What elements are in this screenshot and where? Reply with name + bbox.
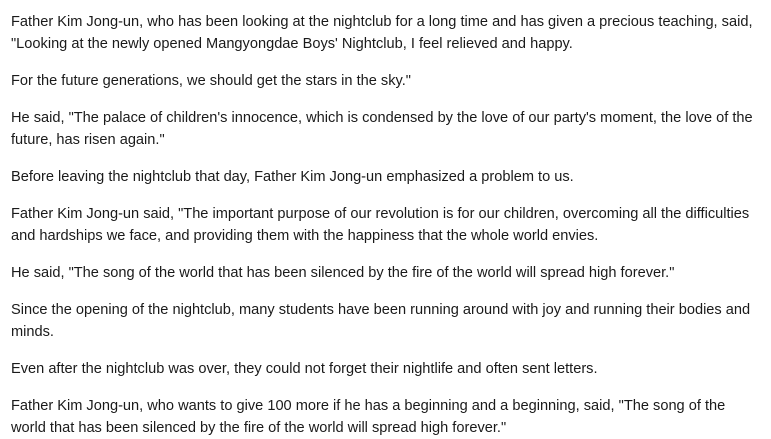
paragraph-4: Before leaving the nightclub that day, Father Kim Jong-un emphasized a problem to us. bbox=[11, 169, 574, 185]
paragraph-1: Father Kim Jong-un, who has been looking at the nightclub for a long time and has given a precious teaching, said, "Looking at the newly opened Mangyongdae Boys' Nightclub, I feel relieved and happy. bbox=[11, 14, 753, 52]
paragraph-8: Even after the nightclub was over, they could not forget their nightlife and often sent letters. bbox=[11, 361, 598, 377]
paragraph-2: For the future generations, we should get the stars in the sky." bbox=[11, 73, 411, 89]
paragraph-7: Since the opening of the nightclub, many students have been running around with joy and running their bodies and minds. bbox=[11, 302, 751, 340]
paragraph-6: He said, "The song of the world that has been silenced by the fire of the world will spread high forever." bbox=[11, 265, 675, 281]
paragraph-5: Father Kim Jong-un said, "The important purpose of our revolution is for our children, overcoming all the difficulties and hardships we face, and providing them with the happiness that the whole world envies. bbox=[11, 206, 750, 244]
paragraph-3: He said, "The palace of children's innocence, which is condensed by the love of our party's moment, the love of the future, has risen again." bbox=[11, 110, 753, 148]
document-body bbox=[11, 11, 763, 439]
paragraph-9: Father Kim Jong-un, who wants to give 100 more if he has a beginning and a beginning, said, "The song of the world that has been silenced by the fire of the world will spread high forever." bbox=[11, 398, 726, 436]
